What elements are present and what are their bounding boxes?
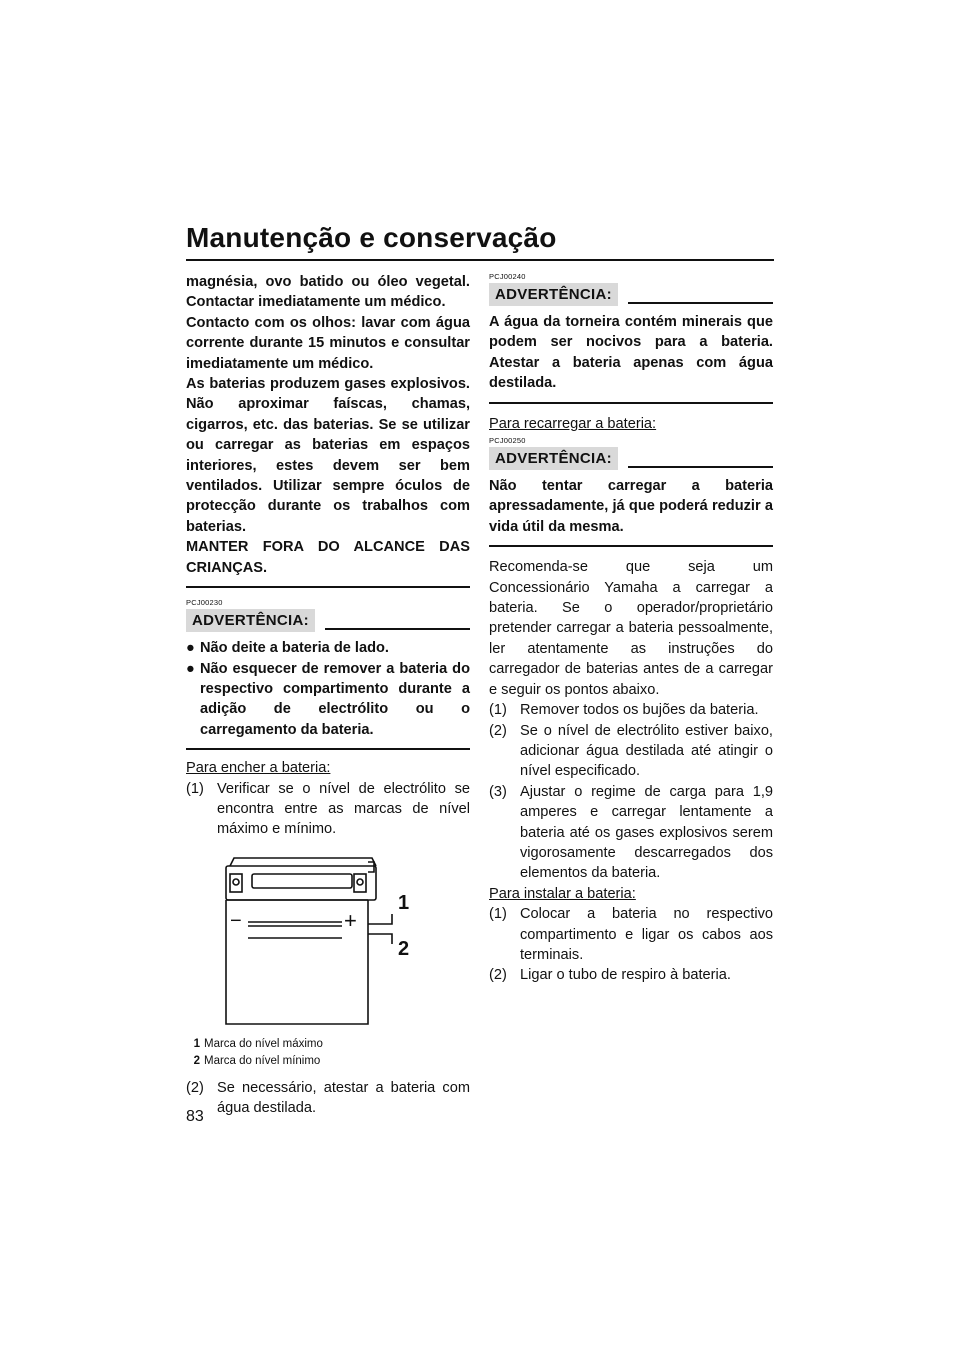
install-heading: Para instalar a bateria:	[489, 885, 636, 902]
step-text: Ligar o tubo de respiro à bateria.	[520, 967, 731, 984]
warning-code: PCJ00250	[489, 436, 526, 446]
battery-plus-symbol: +	[344, 907, 357, 933]
recharge-heading: Para recarregar a bateria:	[489, 415, 657, 432]
step-item	[489, 782, 773, 884]
bullet-dot-icon: ●	[186, 640, 195, 657]
step-number: (1)	[489, 906, 507, 923]
warning-bullet: ● Não deite a bateria de lado.	[186, 638, 470, 658]
intro-text: Contacto com os olhos: lavar com água corrente durante 15 minutos e consultar imediatamente um médico.	[186, 314, 470, 372]
warning-block	[489, 272, 773, 404]
warning-end-rule	[489, 402, 773, 404]
step-item	[186, 779, 470, 840]
intro-text: As baterias produzem gases explosivos. Não aproximar faíscas, chamas, cigarros, etc. das baterias. Se se utilizar ou carregar as baterias em espaços interiores, estes devem ser bem ventilados. Utilizar sempre óculos de protecção durante os trabalhos com baterias.	[186, 376, 470, 535]
figure-legend	[186, 1036, 470, 1070]
step-text: Verificar se o nível de electrólito se encontra entre as marcas de nível máximo e mínimo.	[217, 780, 470, 838]
warning-header	[489, 447, 773, 470]
step-item	[489, 965, 773, 985]
warning-header-rule	[628, 466, 773, 468]
warning-body	[489, 476, 773, 537]
legend-item: 2 Marca do nível mínimo	[193, 1054, 321, 1067]
battery-figure	[186, 852, 470, 1032]
step-text: Ajustar o regime de carga para 1,9 amperes e carregar lentamente a bateria até os gases explosivos serem vigorosamente descarregados dos elementos da bateria.	[520, 783, 773, 882]
warning-header	[489, 283, 773, 306]
warning-header-rule	[325, 628, 470, 630]
step-number: (1)	[186, 780, 204, 797]
warning-body	[186, 638, 470, 740]
battery-minus-symbol: −	[230, 909, 242, 932]
page-title: Manutenção e conservação	[186, 222, 557, 253]
step-text: Colocar a bateria no respectivo compartimento e ligar os cabos aos terminais.	[520, 906, 773, 963]
step-text: Remover todos os bujões da bateria.	[520, 702, 759, 719]
warning-end-rule	[489, 545, 773, 547]
warning-bullet: ● Não esquecer de remover a bateria do respectivo compartimento durante a adição de electrólito ou o carregamento da bateria.	[186, 660, 470, 738]
warning-header-rule	[628, 302, 773, 304]
step-text: Se necessário, atestar a bateria com água destilada.	[217, 1079, 470, 1117]
bullet-dot-icon: ●	[186, 660, 195, 677]
battery-illustration	[186, 852, 470, 1032]
legend-item: 1 Marca do nível máximo	[193, 1037, 323, 1050]
warning-end-rule	[186, 748, 470, 750]
intro-text: magnésia, ovo batido ou óleo vegetal. Contactar imediatamente um médico.	[186, 274, 470, 311]
warning-text: Não tentar carregar a bateria apressadamente, já que poderá reduzir a vida útil da mesma.	[489, 478, 773, 535]
warning-label: ADVERTÊNCIA:	[186, 609, 315, 632]
step-number: (2)	[186, 1079, 204, 1096]
right-column	[489, 272, 773, 986]
step-item	[186, 1078, 470, 1119]
left-column	[186, 272, 470, 1119]
warning-block	[186, 598, 470, 750]
warning-code: PCJ00230	[186, 598, 223, 608]
callout-2: 2	[398, 937, 410, 960]
fill-heading: Para encher a bateria:	[186, 760, 331, 777]
warning-text: A água da torneira contém minerais que podem ser nocivos para a bateria. Atestar a bateria apenas com água destilada.	[489, 314, 773, 392]
step-item	[489, 700, 773, 720]
warning-code: PCJ00240	[489, 272, 526, 281]
warning-body	[489, 312, 773, 394]
step-number: (1)	[489, 702, 507, 719]
step-item	[489, 904, 773, 965]
warning-block	[489, 436, 773, 547]
step-number: (2)	[489, 967, 507, 984]
warning-header	[186, 609, 470, 632]
intro-text: MANTER FORA DO ALCANCE DAS CRIANÇAS.	[186, 539, 470, 576]
title-rule	[186, 259, 774, 261]
recharge-paragraph: Recomenda-se que seja um Concessionário Yamaha a carregar a bateria. Se o operador/proprietário pretender carregar a bateria pessoalmente, ler atentamente as instruções do carregador de baterias antes de a carregar e seguir os pontos abaixo.	[489, 559, 773, 698]
step-item	[489, 721, 773, 782]
callout-1: 1	[398, 891, 410, 914]
page-number: 83	[186, 1108, 204, 1125]
step-number: (2)	[489, 722, 507, 739]
warning-label: ADVERTÊNCIA:	[489, 283, 618, 306]
warning-label: ADVERTÊNCIA:	[489, 447, 618, 470]
step-text: Se o nível de electrólito estiver baixo, adicionar água destilada até atingir o nível especificado.	[520, 722, 773, 780]
step-number: (3)	[489, 783, 507, 800]
section-rule	[186, 586, 470, 588]
